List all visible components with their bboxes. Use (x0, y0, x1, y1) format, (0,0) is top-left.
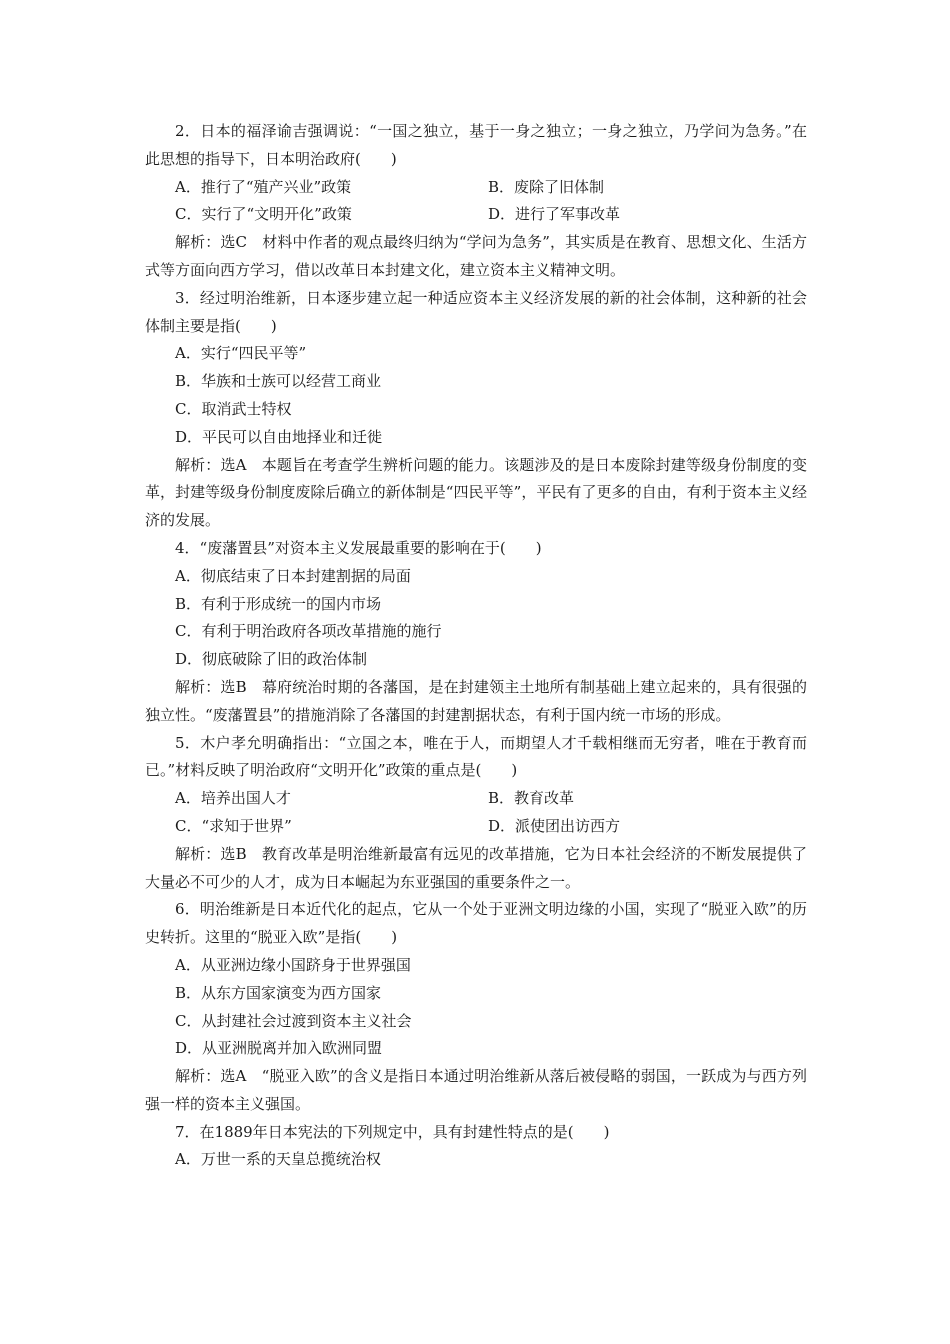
question-3-stem: 3．经过明治维新，日本逐步建立起一种适应资本主义经济发展的新的社会体制，这种新的社会体制主要是指( ) (145, 288, 807, 335)
question-4-option-b: B．有利于形成统一的国内市场 (175, 594, 382, 613)
question-5-options-row-1 (145, 785, 807, 813)
question-2-option-c: C．实行了“文明开化”政策 (175, 205, 352, 224)
question-6-analysis: 解析：选A “脱亚入欧”的含义是指日本通过明治维新从落后被侵略的弱国，一跃成为与西方列强一样的资本主义强国。 (145, 1067, 807, 1113)
question-3-option-b: B．华族和士族可以经营工商业 (175, 372, 382, 391)
question-5-options-row-2 (145, 813, 807, 841)
question-4-option-d: D．彻底破除了旧的政治体制 (175, 650, 368, 669)
question-7-stem: 7．在1889年日本宪法的下列规定中，具有封建性特点的是( ) (175, 1122, 610, 1141)
question-4-option-a: A．彻底结束了日本封建割据的局面 (175, 566, 411, 585)
question-2-stem: 2．日本的福泽谕吉强调说：“一国之独立，基于一身之独立；一身之独立，乃学问为急务。”在此思想的指导下，日本明治政府( ) (145, 122, 807, 168)
question-2-options-row-1 (145, 174, 807, 202)
question-7-option-a: A．万世一系的天皇总揽统治权 (175, 1150, 381, 1169)
question-2-analysis: 解析：选C 材料中作者的观点最终归纳为“学问为急务”，其实质是在教育、思想文化、生活方式等方面向西方学习，借以改革日本封建文化，建立资本主义精神文明。 (145, 233, 807, 279)
question-6-option-c: C．从封建社会过渡到资本主义社会 (175, 1011, 412, 1030)
question-5-stem: 5．木户孝允明确指出：“立国之本，唯在于人，而期望人才千载相继而无穷者，唯在于教育而已。”材料反映了明治政府“文明开化”政策的重点是( ) (145, 733, 807, 780)
question-5-option-b: B．教育改革 (488, 789, 575, 808)
question-5-option-d: D．派使团出访西方 (488, 816, 621, 835)
document-page (145, 118, 807, 1174)
question-2-option-a: A．推行了“殖产兴业”政策 (175, 177, 352, 196)
question-3-analysis: 解析：选A 本题旨在考查学生辨析问题的能力。该题涉及的是日本废除封建等级身份制度的变革，封建等级身份制度废除后确立的新体制是“四民平等”，平民有了更多的自由，有利于资本主义经济的发展。 (145, 455, 807, 530)
question-3-option-d: D．平民可以自由地择业和迁徙 (175, 427, 383, 446)
question-4-analysis: 解析：选B 幕府统治时期的各藩国，是在封建领主土地所有制基础上建立起来的，具有很强的独立性。“废藩置县”的措施消除了各藩国的封建割据状态，有利于国内统一市场的形成。 (145, 677, 807, 724)
question-6-stem: 6．明治维新是日本近代化的起点，它从一个处于亚洲文明边缘的小国，实现了“脱亚入欧”的历史转折。这里的“脱亚入欧”是指( ) (145, 900, 807, 947)
question-5-option-a: A．培养出国人才 (175, 789, 291, 808)
question-5-option-c: C．“求知于世界” (175, 816, 292, 835)
question-3-option-c: C．取消武士特权 (175, 399, 292, 418)
question-4-option-c: C．有利于明治政府各项改革措施的施行 (175, 622, 442, 641)
question-6-option-d: D．从亚洲脱离并加入欧洲同盟 (175, 1039, 383, 1058)
question-3-option-a: A．实行“四民平等” (175, 344, 307, 363)
question-5-analysis: 解析：选B 教育改革是明治维新最富有远见的改革措施，它为日本社会经济的不断发展提供了大量必不可少的人才，成为日本崛起为东亚强国的重要条件之一。 (145, 844, 807, 891)
question-2-options-row-2 (145, 201, 807, 229)
question-2-option-b: B．废除了旧体制 (488, 177, 605, 196)
question-2-option-d: D．进行了军事改革 (488, 205, 621, 224)
question-6-option-a: A．从亚洲边缘小国跻身于世界强国 (175, 955, 411, 974)
question-6-option-b: B．从东方国家演变为西方国家 (175, 983, 382, 1002)
question-4-stem: 4．“废藩置县”对资本主义发展最重要的影响在于( ) (175, 538, 542, 557)
